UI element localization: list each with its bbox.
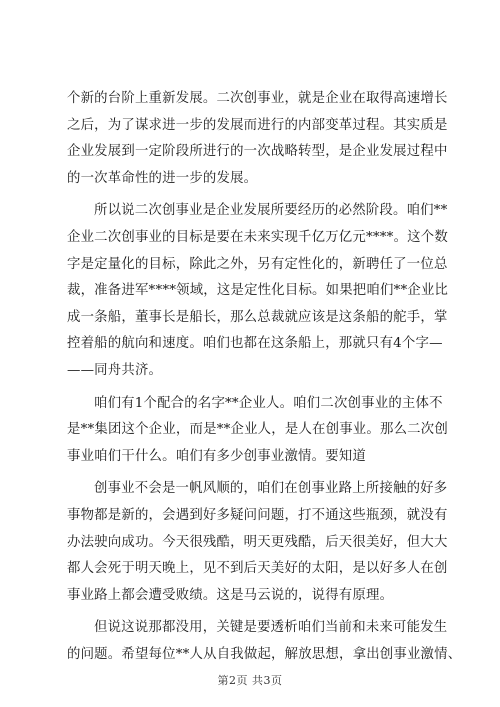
- text-line: 所以说二次创事业是企业发展所要经历的必然阶段。咱们**: [94, 203, 448, 219]
- text-line: 的一次革命性的进一步的发展。: [67, 170, 258, 186]
- paragraph-2: [67, 198, 449, 384]
- text-line: 字是定量化的目标，除此之外，另有定性化的，新聘任了一位总: [67, 256, 448, 272]
- text-line: 个新的台阶上重新发展。二次创事业，就是企业在取得高速增长: [67, 91, 448, 106]
- text-line: 企业发展到一定阶段所进行的一次战略转型，是企业发展过程中: [67, 144, 448, 160]
- text-line: ——同舟共济。: [67, 362, 163, 378]
- text-line: 但说这说那都没用，关键是要透析咱们当前和未来可能发生: [94, 620, 448, 636]
- text-line: 是**集团这个企业，而是**企业人，是人在创事业。那么二次创: [67, 422, 448, 438]
- text-line: 企业二次创事业的目标是要在未来实现千亿万亿元****。这个数: [67, 229, 448, 245]
- text-line: 事业路上都会遭受败绩。这是马云说的，说得有原理。: [67, 587, 394, 603]
- paragraph-1: [67, 86, 448, 192]
- paragraph-5: [67, 615, 462, 668]
- text-line: 之后，为了谋求进一步的发展而进行的内部变革过程。其实质是: [67, 117, 448, 133]
- text-line: 事物都是新的，会遇到好多疑问问题，打不通这些瓶颈，就没有: [67, 507, 448, 523]
- document-body: [67, 86, 462, 674]
- text-line: 办法驶向成功。今天很残酷，明天更残酷，后天很美好，但大大: [67, 534, 448, 550]
- text-line: 咱们有1个配合的名字**企业人。咱们二次创事业的主体不: [94, 395, 443, 411]
- paragraph-4: [67, 476, 448, 609]
- text-line: 成一条船，董事长是船长，那么总裁就应该是这条船的舵手，掌: [67, 309, 448, 325]
- text-line: 都人会死于明天晚上，见不到后天美好的太阳，是以好多人在创: [67, 561, 448, 577]
- text-line: 创事业不会是一帆风顺的，咱们在创事业路上所接触的好多: [94, 481, 448, 497]
- text-line: 裁，准备进军****领域，这是定性化目标。如果把咱们**企业比: [67, 283, 449, 299]
- text-line: 控着船的航向和速度。咱们也都在这条船上，那就只有4个字—: [67, 336, 443, 352]
- text-line: 事业咱们干什么。咱们有多少创事业激情。要知道: [67, 448, 366, 464]
- text-line: 的问题。希望每位**人从自我做起，解放思想，拿出创事业激情、: [67, 646, 462, 662]
- page-number-footer: 第2页 共3页: [217, 674, 283, 687]
- paragraph-3: [67, 391, 448, 471]
